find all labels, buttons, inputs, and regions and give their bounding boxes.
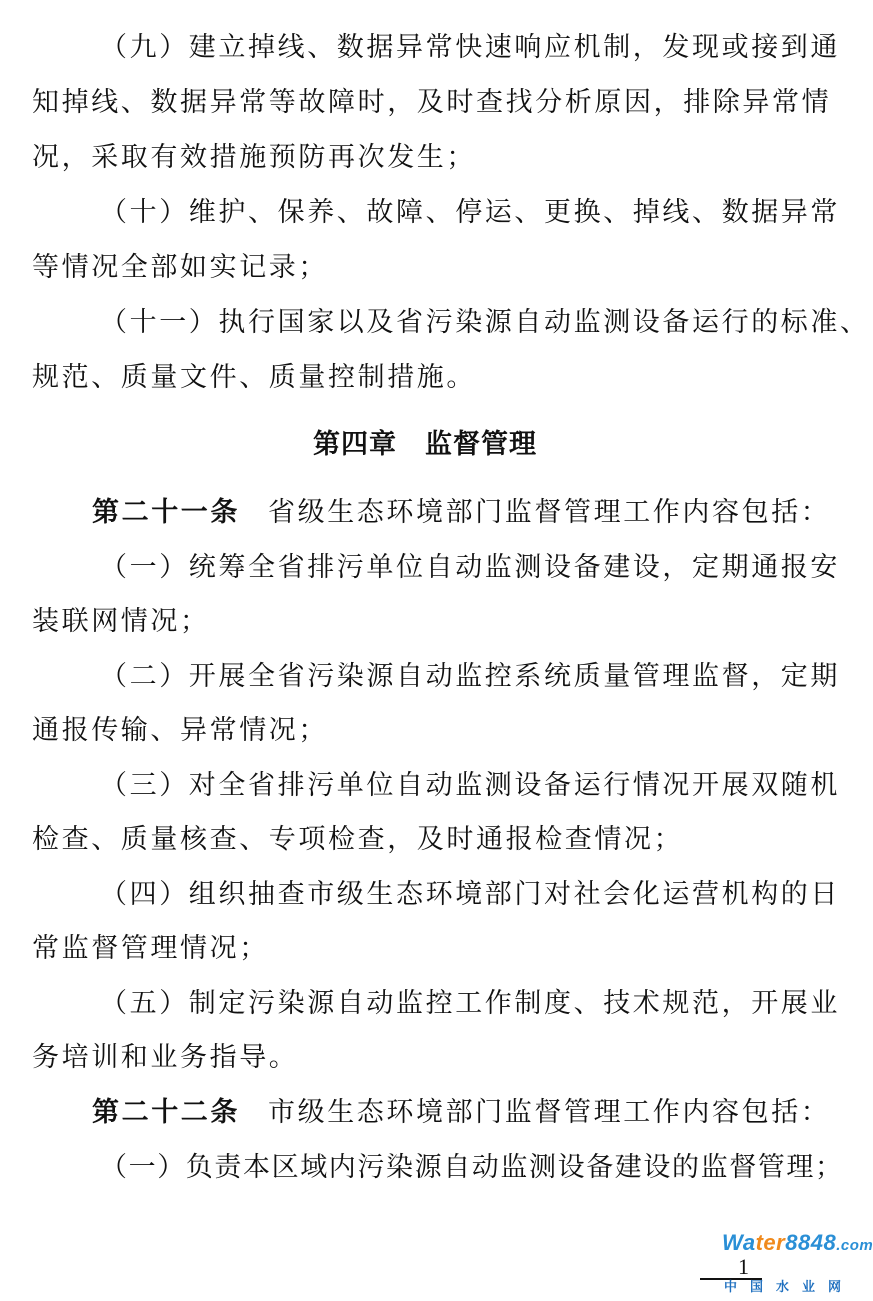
chapter-title: 第四章 监督管理 — [313, 429, 537, 460]
paragraph-line: （三）对全省排污单位自动监测设备运行情况开展双随机 — [100, 770, 840, 801]
paragraph-line: 通报传输、异常情况； — [32, 715, 328, 746]
paragraph-line: （五）制定污染源自动监控工作制度、技术规范，开展业 — [100, 988, 840, 1019]
paragraph-line: 常监督管理情况； — [32, 933, 269, 964]
watermark-logo — [722, 1230, 873, 1296]
paragraph-line: （二）开展全省污染源自动监控系统质量管理监督，定期 — [100, 661, 840, 692]
paragraph-line: 知掉线、数据异常等故障时，及时查找分析原因，排除异常情 — [32, 87, 832, 118]
page-number: 1 — [738, 1254, 749, 1279]
article-22-body: 市级生态环境部门监督管理工作内容包括： — [268, 1097, 831, 1128]
paragraph-line: 等情况全部如实记录； — [32, 252, 328, 283]
paragraph-line: （九）建立掉线、数据异常快速响应机制，发现或接到通 — [100, 32, 840, 63]
paragraph-line: 检查、质量核查、专项检查，及时通报检查情况； — [32, 824, 684, 855]
article-22 — [92, 1095, 831, 1131]
paragraph-line: （四）组织抽查市级生态环境部门对社会化运营机构的日 — [100, 879, 840, 910]
paragraph-line: 规范、质量文件、质量控制措施。 — [32, 362, 476, 393]
article-21-body: 省级生态环境部门监督管理工作内容包括： — [268, 497, 831, 528]
paragraph-line: （一）负责本区域内污染源自动监测设备建设的监督管理； — [100, 1152, 844, 1183]
paragraph-line: 装联网情况； — [32, 606, 210, 637]
article-22-heading: 第二十二条 — [92, 1097, 240, 1128]
paragraph-line: （十）维护、保养、故障、停运、更换、掉线、数据异常 — [100, 197, 840, 228]
article-21-heading: 第二十一条 — [92, 497, 240, 528]
paragraph-line: （一）统筹全省排污单位自动监测设备建设，定期通报安 — [100, 552, 840, 583]
watermark-subtitle: 中国水业网 — [724, 1280, 855, 1295]
paragraph-line: 务培训和业务指导。 — [32, 1042, 299, 1073]
paragraph-line: 况，采取有效措施预防再次发生； — [32, 142, 476, 173]
article-21 — [92, 495, 831, 531]
watermark-wordmark: Water8848.com — [722, 1230, 873, 1255]
paragraph-line: （十一）执行国家以及省污染源自动监测设备运行的标准、 — [100, 307, 870, 338]
